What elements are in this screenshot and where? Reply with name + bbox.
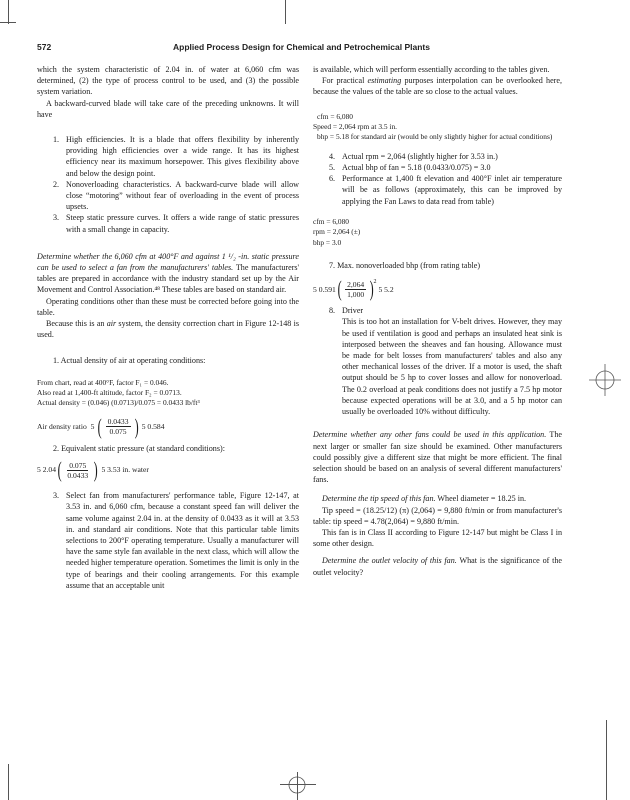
- paragraph: is available, which will perform essentially according to the tables given.: [313, 65, 550, 74]
- equation-density-ratio: Air density ratio 5 ( $\frac{0.0433}{0.075}$ ) 5 0.584: [37, 413, 165, 439]
- performance-data: cfm = 6,080 rpm = 2,064 (±) bhp = 3.0: [313, 216, 361, 247]
- list-item: 8. Driver: [329, 306, 364, 316]
- list-item: 5. Actual bhp of fan = 5.18 (0.0433/0.075) = 3.0: [329, 163, 491, 173]
- registration-mark-icon: [587, 362, 623, 398]
- right-column: [313, 64, 562, 578]
- list-item: 6. Performance at 1,400 ft elevation and 400°F inlet air temperature will be as follows (approximately, this can be improved by applying the Fan Laws to data read from table): [329, 174, 562, 206]
- paragraph: This is too hot an installation for V-belt drives. However, they may be used if ventilation is good and perhaps an insulated heat sink is interposed between the sheaves and fan housing. Allowance must be made for belt losses from manufacturers' tables and also any other mechanical losses of the driver. If a motor is used, the shaft output should be 5 hp to cover losses and allow for nonoverload. The 0.2 overload at peak conditions does not justify a 7.5 hp motor because expected operations will be at 3.0, and a 5 hp motor can usually be overloaded 10% without difficulty.: [342, 317, 562, 417]
- paragraph: which the system characteristic of 2.04 in. of water at 6,060 cfm was determined, (2) the type of process control to be used, and (3) the possible system variation.: [37, 65, 299, 97]
- crop-mark: [606, 720, 607, 800]
- crop-mark: [0, 22, 16, 23]
- paragraph: Determine whether any other fans could be used in this application. The next larger or smaller fan size should be examined. Other manufacturers could possibly give a different size that might be more efficient. The final selection should be based on an analysis of several different manufacturers' fans.: [313, 430, 562, 485]
- equation-static-pressure: 5 2.04 ( $\frac{0.075}{0.0433}$ ) 5 3.53 in. water: [37, 457, 149, 483]
- chart-readings: From chart, read at 400°F, factor F₁ = 0.046. Also read at 1,400-ft altitude, factor F₂ = 0.0713. Actual density = (0.046) (0.0713)/0.075 = 0.0433 lb/ft³: [37, 377, 200, 408]
- crop-mark: [8, 764, 9, 800]
- fan-selection-data: cfm = 6,080 Speed = 2,064 rpm at 3.5 in. bhp = 5.18 for standard air (would be only slightly higher for actual conditions): [313, 111, 553, 142]
- paragraph: A backward-curved blade will take care of the preceding unknowns. It will have: [37, 98, 299, 119]
- list-item: 3. Steep static pressure curves. It offers a wide range of static pressures with a small change in capacity.: [53, 213, 299, 234]
- paragraph: Operating conditions other than these must be corrected before going into the table.: [37, 296, 299, 317]
- list-item: 1. High efficiencies. It is a blade that offers flexibility by inherently providing high efficiencies over a wide range. It has its highest efficiency near its maximum horsepower. This gives flexibility above and below the design point.: [53, 135, 299, 178]
- step-heading: 7. Max. nonoverloaded bhp (from rating table): [329, 261, 481, 271]
- paragraph: Determine the outlet velocity of this fan. What is the significance of the outlet velocity?: [313, 556, 562, 577]
- paragraph: Determine whether the 6,060 cfm at 400°F and against 1 ¹/₂ -in. static pressure can be used to select a fan from the manufacturers' tables. The manufacturers' tables are prepared in accordance with the industry standard set up by the Air Movement and Control Association.⁴⁸ These tables are based on standard air.: [37, 251, 299, 295]
- equation-bhp: 5 0.591 ( $\frac{2,064}{1,000}$ ) $^2$ 5 5.2: [313, 276, 394, 302]
- paragraph: Because this is an air system, the density correction chart in Figure 12-148 is used.: [37, 319, 299, 340]
- step-heading: 1. Actual density of air at operating conditions:: [53, 356, 206, 366]
- registration-mark-icon: [284, 772, 310, 798]
- left-column: [37, 64, 299, 591]
- numbered-list: [37, 134, 299, 235]
- numbered-list: [313, 151, 562, 207]
- running-title: Applied Process Design for Chemical and Petrochemical Plants: [173, 42, 430, 52]
- list-item: 3. Select fan from manufacturers' performance table, Figure 12-147, at 3.53 in. and 6,060 cfm, because a constant speed fan will deliver the same volume against 2.04 in. at the density of 0.0433 as it will at 3.53 in. and standard air conditions. Note that this particular table limits selections to 200°F operating temperature. Usually a manufacturer will have the same style fan available in the next class, which will allow the needed higher temperature operation. Sometimes the limit is only in the type of bearings and their cooling arrangements. For this example assume that an acceptable unit: [53, 491, 299, 590]
- paragraph: Determine the tip speed of this fan. Wheel diameter = 18.25 in.: [322, 494, 527, 504]
- paragraph: This fan is in Class II according to Figure 12-147 but might be Class I in some other design.: [313, 527, 562, 549]
- page-number: 572: [37, 42, 52, 52]
- list-item: 4. Actual rpm = 2,064 (slightly higher for 3.53 in.): [329, 151, 498, 161]
- step-heading: 2. Equivalent static pressure (at standard conditions):: [53, 443, 225, 453]
- crop-mark: [8, 0, 9, 24]
- paragraph: For practical estimating purposes interpolation can be overlooked here, because the values of the table are so close to the actual values.: [313, 76, 562, 97]
- crop-mark: [285, 0, 286, 24]
- paragraph: Tip speed = (18.25/12) (π) (2,064) = 9,880 ft/min or from manufacturer's table: tip speed = 4.78(2,064) = 9,880 ft/min.: [313, 505, 562, 526]
- list-item: 2. Nonoverloading characteristics. A backward-curve blade will allow close “motoring” without fear of overloading in the event of process upsets.: [53, 179, 299, 212]
